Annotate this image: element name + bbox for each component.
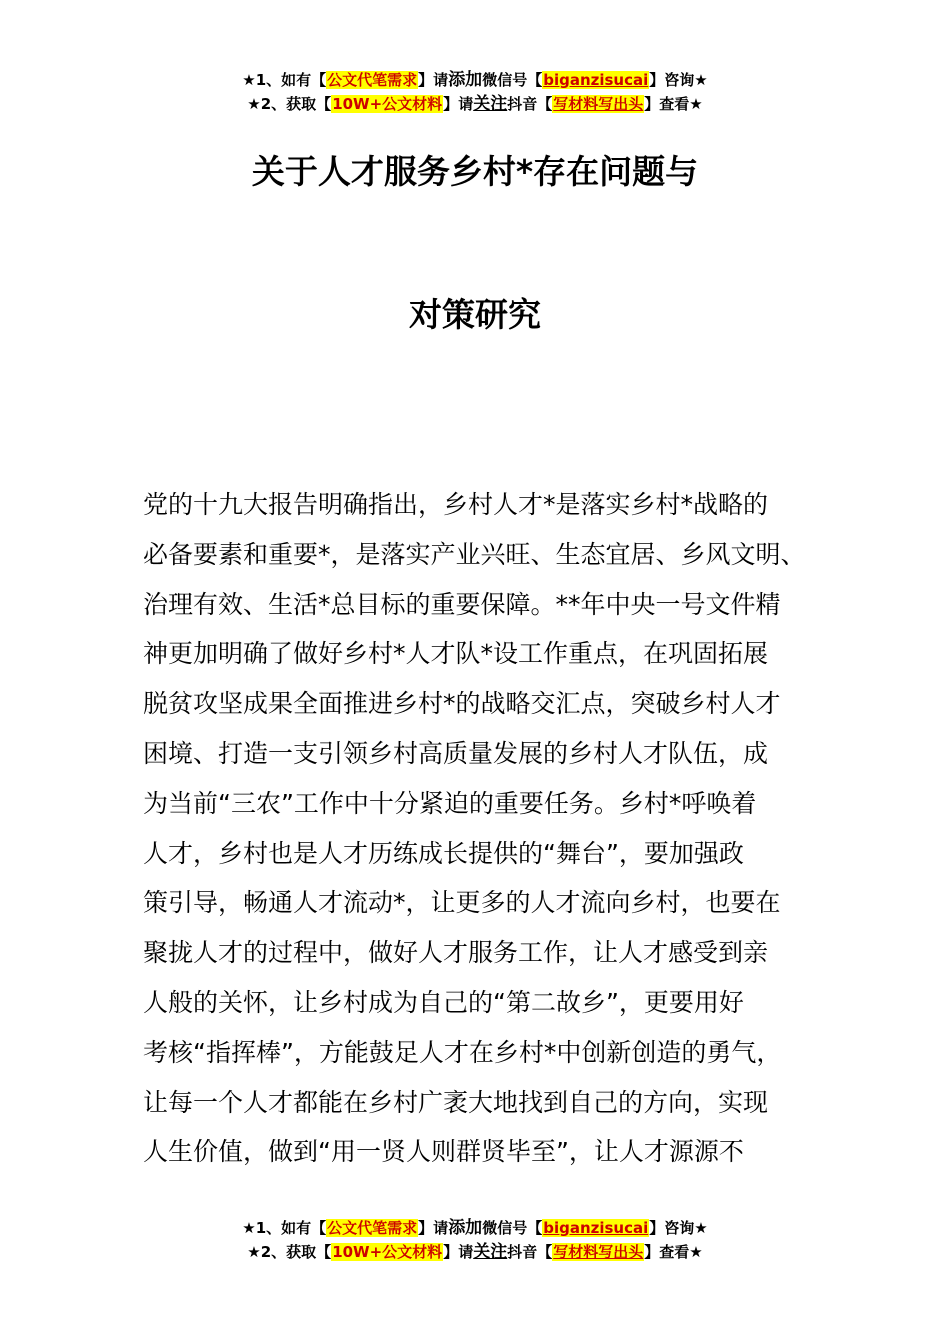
promo-text: ★2、获取【 bbox=[247, 1243, 332, 1261]
promo-text: ★1、如有【 bbox=[242, 1219, 327, 1237]
promo-text: 抖音【 bbox=[507, 1243, 553, 1261]
promo-line-2 bbox=[0, 1240, 950, 1264]
promo-highlight-wechat-id: biganzisucai bbox=[543, 71, 649, 89]
promo-text: 抖音【 bbox=[507, 95, 553, 113]
body-line: 人生价值，做到“用一贤人则群贤毕至”，让人才源源不 bbox=[143, 1137, 744, 1167]
promo-emphasis: 添加 bbox=[448, 1218, 483, 1238]
promo-text: 】请 bbox=[418, 1219, 449, 1237]
footer-promo-banner bbox=[0, 1216, 950, 1264]
header-promo-banner bbox=[0, 68, 950, 116]
document-title-line-1: 关于人才服务乡村*存在问题与 bbox=[251, 152, 699, 191]
promo-text: ★2、获取【 bbox=[247, 95, 332, 113]
body-line: 聚拢人才的过程中，做好人才服务工作，让人才感受到亲 bbox=[143, 938, 769, 968]
body-line: 神更加明确了做好乡村*人才队*设工作重点，在巩固拓展 bbox=[143, 639, 769, 669]
document-body-paragraph bbox=[143, 480, 843, 1177]
promo-text: 】咨询★ bbox=[649, 1219, 708, 1237]
body-line: 党的十九大报告明确指出，乡村人才*是落实乡村*战略的 bbox=[143, 490, 769, 519]
body-line: 人才，乡村也是人才历练成长提供的“舞台”，要加强政 bbox=[143, 838, 744, 868]
promo-highlight-douyin-id: 写材料写出头 bbox=[553, 95, 644, 113]
promo-text: 微信号【 bbox=[482, 71, 543, 89]
promo-line-2 bbox=[0, 92, 950, 116]
body-line: 困境、打造一支引领乡村高质量发展的乡村人才队伍，成 bbox=[143, 738, 769, 768]
promo-line-1 bbox=[0, 68, 950, 92]
promo-emphasis: 关注 bbox=[473, 1242, 508, 1262]
body-line: 策引导，畅通人才流动*，让更多的人才流向乡村，也要在 bbox=[143, 888, 781, 918]
promo-text: 微信号【 bbox=[482, 1219, 543, 1237]
body-line: 让每一个人才都能在乡村广袤大地找到自己的方向，实现 bbox=[143, 1087, 769, 1117]
promo-text: 】咨询★ bbox=[649, 71, 708, 89]
body-line: 必备要素和重要*，是落实产业兴旺、生态宜居、乡风文明、 bbox=[143, 539, 806, 569]
promo-highlight-service: 公文代笔需求 bbox=[327, 1219, 418, 1237]
body-line: 治理有效、生活*总目标的重要保障。**年中央一号文件精 bbox=[143, 589, 781, 619]
promo-text: 】查看★ bbox=[644, 95, 703, 113]
body-line: 为当前“三农”工作中十分紧迫的重要任务。乡村*呼唤着 bbox=[143, 788, 757, 818]
promo-emphasis: 添加 bbox=[448, 70, 483, 90]
promo-highlight-douyin-id: 写材料写出头 bbox=[553, 1243, 644, 1261]
body-line: 考核“指挥棒”，方能鼓足人才在乡村*中创新创造的勇气， bbox=[143, 1037, 782, 1067]
body-line: 人般的关怀，让乡村成为自己的“第二故乡”，更要用好 bbox=[143, 987, 744, 1017]
promo-text: 】请 bbox=[418, 71, 449, 89]
promo-line-1 bbox=[0, 1216, 950, 1240]
promo-highlight-materials: 10W+公文材料 bbox=[332, 95, 443, 113]
promo-text: 】请 bbox=[443, 1243, 474, 1261]
promo-highlight-service: 公文代笔需求 bbox=[327, 71, 418, 89]
promo-text: ★1、如有【 bbox=[242, 71, 327, 89]
promo-text: 】请 bbox=[443, 95, 474, 113]
promo-text: 】查看★ bbox=[644, 1243, 703, 1261]
document-title-line-2: 对策研究 bbox=[409, 295, 541, 334]
promo-highlight-materials: 10W+公文材料 bbox=[332, 1243, 443, 1261]
promo-emphasis: 关注 bbox=[473, 94, 508, 114]
body-line: 脱贫攻坚成果全面推进乡村*的战略交汇点，突破乡村人才 bbox=[143, 689, 781, 719]
promo-highlight-wechat-id: biganzisucai bbox=[543, 1219, 649, 1237]
